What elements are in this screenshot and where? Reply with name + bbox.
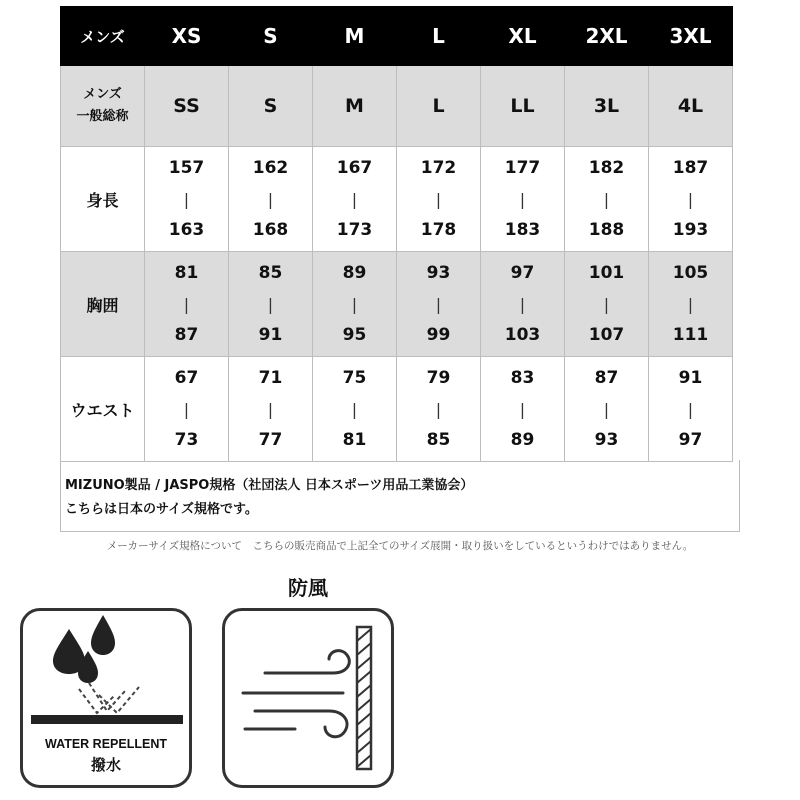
range-from: 75 [342, 368, 367, 388]
range-stack [313, 368, 396, 450]
range-from: 71 [258, 368, 283, 388]
range-stack [565, 263, 648, 345]
range-stack [145, 368, 228, 450]
range-to: 193 [672, 220, 709, 240]
range-to: 97 [678, 430, 703, 450]
height-row-label: 身長 [61, 147, 145, 252]
range-stack [397, 158, 480, 240]
range-separator: | [519, 294, 526, 314]
range-to: 77 [258, 430, 283, 450]
range-cell [481, 252, 565, 357]
range-from: 101 [588, 263, 625, 283]
alias-cell: SS [145, 66, 229, 147]
range-stack [649, 263, 732, 345]
range-to: 85 [426, 430, 451, 450]
size-header-3xl: 3XL [649, 7, 733, 66]
range-cell [229, 147, 313, 252]
range-stack [649, 158, 732, 240]
alias-cell: M [313, 66, 397, 147]
windproof-title: 防風 [288, 576, 328, 600]
range-stack [481, 368, 564, 450]
range-cell [229, 357, 313, 462]
range-to: 93 [594, 430, 619, 450]
range-cell [145, 357, 229, 462]
range-cell [565, 252, 649, 357]
range-from: 162 [252, 158, 289, 178]
alias-cell: S [229, 66, 313, 147]
range-separator: | [519, 399, 526, 419]
range-cell [145, 147, 229, 252]
range-from: 167 [336, 158, 373, 178]
range-separator: | [603, 189, 610, 209]
water-repellent-label-en: WATER REPELLENT [45, 737, 167, 751]
range-stack [397, 368, 480, 450]
range-separator: | [603, 294, 610, 314]
alias-label-line1: メンズ [83, 87, 122, 102]
range-separator: | [435, 294, 442, 314]
size-header-xs: XS [145, 7, 229, 66]
range-to: 173 [336, 220, 373, 240]
range-cell [313, 357, 397, 462]
range-cell [313, 252, 397, 357]
alias-row-label [61, 66, 145, 147]
range-separator: | [267, 189, 274, 209]
range-cell [397, 357, 481, 462]
range-cell [649, 252, 733, 357]
range-to: 81 [342, 430, 367, 450]
chest-row [61, 252, 733, 357]
range-stack [145, 263, 228, 345]
range-stack [565, 368, 648, 450]
range-from: 157 [168, 158, 205, 178]
range-from: 187 [672, 158, 709, 178]
range-cell [397, 252, 481, 357]
range-separator: | [519, 189, 526, 209]
range-separator: | [183, 399, 190, 419]
range-stack [481, 158, 564, 240]
range-to: 103 [504, 325, 541, 345]
size-header-row [61, 7, 733, 66]
range-stack [229, 158, 312, 240]
range-cell [565, 357, 649, 462]
range-stack [565, 158, 648, 240]
range-from: 87 [594, 368, 619, 388]
range-cell [565, 147, 649, 252]
range-cell [649, 357, 733, 462]
range-stack [229, 368, 312, 450]
size-header-s: S [229, 7, 313, 66]
range-from: 81 [174, 263, 199, 283]
range-separator: | [687, 189, 694, 209]
alias-label-line2: 一般総称 [76, 109, 129, 124]
alias-cell: LL [481, 66, 565, 147]
range-to: 89 [510, 430, 535, 450]
range-cell [313, 147, 397, 252]
range-from: 67 [174, 368, 199, 388]
range-cell [481, 147, 565, 252]
range-to: 73 [174, 430, 199, 450]
header-label: メンズ [61, 7, 145, 66]
range-to: 95 [342, 325, 367, 345]
range-from: 172 [420, 158, 457, 178]
wind-wall-icon [225, 611, 391, 785]
size-chart-table [60, 6, 733, 462]
range-cell [145, 252, 229, 357]
range-separator: | [687, 294, 694, 314]
range-separator: | [267, 399, 274, 419]
range-separator: | [351, 294, 358, 314]
range-cell [397, 147, 481, 252]
alias-cell: L [397, 66, 481, 147]
waist-row [61, 357, 733, 462]
range-stack [397, 263, 480, 345]
range-from: 105 [672, 263, 709, 283]
range-to: 107 [588, 325, 625, 345]
chest-row-label: 胸囲 [61, 252, 145, 357]
range-to: 111 [672, 325, 709, 345]
range-from: 182 [588, 158, 625, 178]
range-to: 178 [420, 220, 457, 240]
water-repellent-label-jp: 撥水 [90, 757, 121, 774]
range-from: 85 [258, 263, 283, 283]
range-stack [649, 368, 732, 450]
range-from: 97 [510, 263, 535, 283]
note-line-standard: MIZUNO製品 / JASPO規格（社団法人 日本スポーツ用品工業協会） [65, 478, 474, 493]
alias-cell: 4L [649, 66, 733, 147]
range-to: 87 [174, 325, 199, 345]
range-from: 91 [678, 368, 703, 388]
range-separator: | [267, 294, 274, 314]
range-from: 89 [342, 263, 367, 283]
range-to: 163 [168, 220, 205, 240]
note-line-japan: こちらは日本のサイズ規格です。 [65, 502, 258, 517]
range-cell [229, 252, 313, 357]
range-to: 168 [252, 220, 289, 240]
range-stack [481, 263, 564, 345]
range-to: 91 [258, 325, 283, 345]
water-repellent-card [20, 608, 192, 788]
range-separator: | [435, 189, 442, 209]
range-to: 188 [588, 220, 625, 240]
alias-cell: 3L [565, 66, 649, 147]
size-header-m: M [313, 7, 397, 66]
range-from: 177 [504, 158, 541, 178]
range-separator: | [183, 294, 190, 314]
range-separator: | [435, 399, 442, 419]
range-from: 83 [510, 368, 535, 388]
waist-row-label: ウエスト [61, 357, 145, 462]
range-separator: | [183, 189, 190, 209]
size-header-2xl: 2XL [565, 7, 649, 66]
range-stack [313, 263, 396, 345]
range-stack [313, 158, 396, 240]
alias-row [61, 66, 733, 147]
size-disclaimer: メーカーサイズ規格について こちらの販売商品で上記全てのサイズ展開・取り扱いをしているというわけではありません。 [106, 540, 694, 552]
range-separator: | [687, 399, 694, 419]
notes-box [60, 460, 740, 532]
range-separator: | [351, 189, 358, 209]
range-separator: | [351, 399, 358, 419]
range-separator: | [603, 399, 610, 419]
range-from: 93 [426, 263, 451, 283]
range-to: 99 [426, 325, 451, 345]
range-from: 79 [426, 368, 451, 388]
size-header-xl: XL [481, 7, 565, 66]
range-stack [229, 263, 312, 345]
range-stack [145, 158, 228, 240]
size-header-l: L [397, 7, 481, 66]
height-row [61, 147, 733, 252]
range-cell [481, 357, 565, 462]
windproof-card [222, 608, 394, 788]
range-cell [649, 147, 733, 252]
range-to: 183 [504, 220, 541, 240]
